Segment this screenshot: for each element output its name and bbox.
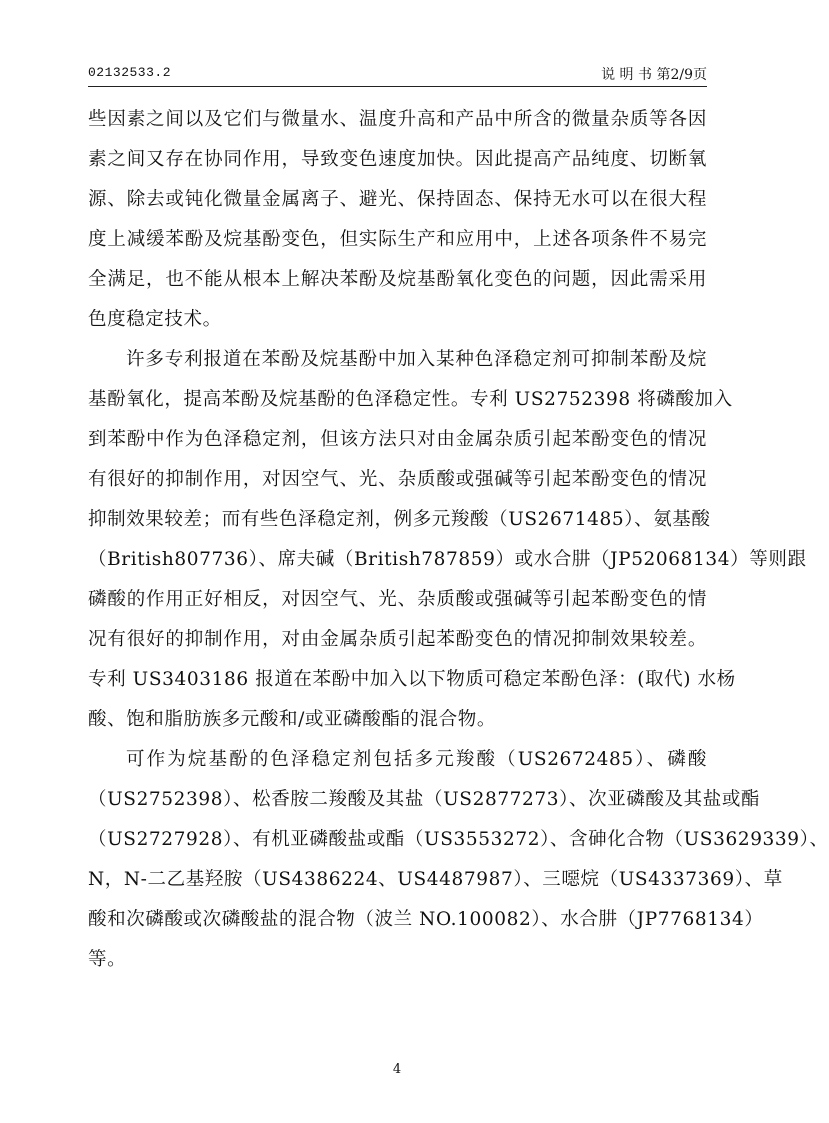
document-section-page-label: 说 明 书 第2/9页: [601, 67, 707, 83]
text-line: 磷酸的作用正好相反，对因空气、光、杂质酸或强碱等引起苯酚变色的情: [88, 589, 707, 610]
text-line: 源、除去或钝化微量金属离子、避光、保持固态、保持无水可以在很大程: [88, 189, 707, 210]
text-line: （British807736）、席夫碱（British787859）或水合肼（JP52068134）等则跟: [88, 549, 807, 570]
text-line: 基酚氧化，提高苯酚及烷基酚的色泽稳定性。专利 US2752398 将磷酸加入: [88, 389, 733, 410]
text-line: 些因素之间以及它们与微量水、温度升高和产品中所含的微量杂质等各因: [88, 109, 707, 130]
text-line: 专利 US3403186 报道在苯酚中加入以下物质可稳定苯酚色泽：(取代) 水杨: [88, 669, 736, 690]
text-line: 酸、饱和脂肪族多元酸和/或亚磷酸酯的混合物。: [88, 709, 496, 730]
text-line: 况有很好的抑制作用，对由金属杂质引起苯酚变色的情况抑制效果较差。: [88, 629, 707, 650]
text-line: N，N-二乙基羟胺（US4386224、US4487987）、三噁烷（US4337369）、草: [88, 869, 783, 890]
page-number: 4: [392, 1062, 402, 1077]
document-number: 02132533.2: [88, 65, 172, 80]
text-line: 酸和次磷酸或次磷酸盐的混合物（波兰 NO.100082）、水合肼（JP7768134）: [88, 909, 764, 930]
text-line: 可作为烷基酚的色泽稳定剂包括多元羧酸（US2672485）、磷酸: [126, 749, 707, 770]
text-line: （US2752398）、松香胺二羧酸及其盐（US2877273）、次亚磷酸及其盐或酯: [88, 789, 761, 810]
text-line: 素之间又存在协同作用，导致变色速度加快。因此提高产品纯度、切断氧: [88, 149, 707, 170]
text-line: 到苯酚中作为色泽稳定剂，但该方法只对由金属杂质引起苯酚变色的情况: [88, 429, 707, 450]
text-line: 许多专利报道在苯酚及烷基酚中加入某种色泽稳定剂可抑制苯酚及烷: [126, 349, 707, 370]
text-line: 有很好的抑制作用，对因空气、光、杂质酸或强碱等引起苯酚变色的情况: [88, 469, 707, 490]
page-header: [88, 56, 707, 87]
text-line: （US2727928）、有机亚磷酸盐或酯（US3553272）、含砷化合物（US3629339）、: [88, 829, 829, 850]
text-line: 等。: [88, 949, 127, 970]
document-body: [88, 104, 829, 984]
text-line: 全满足，也不能从根本上解决苯酚及烷基酚氧化变色的问题，因此需采用: [88, 269, 707, 290]
text-line: 色度稳定技术。: [88, 309, 222, 330]
text-line: 度上减缓苯酚及烷基酚变色，但实际生产和应用中，上述各项条件不易完: [88, 229, 707, 250]
text-line: 抑制效果较差；而有些色泽稳定剂，例多元羧酸（US2671485）、氨基酸: [88, 509, 711, 530]
